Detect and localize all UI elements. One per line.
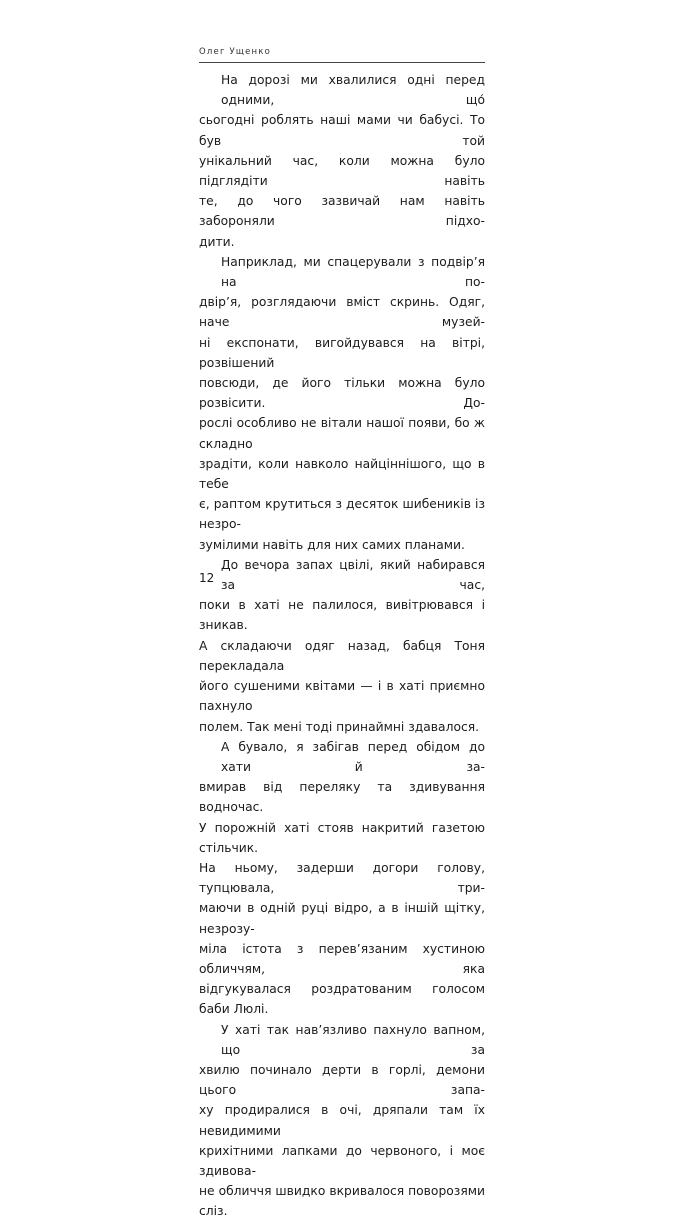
paragraph-line: рослі особливо не вітали нашої появи, бо ж складно [199,416,485,451]
paragraph-line: хвилю починало дерти в горлі, демони цього запа- [199,1062,485,1098]
paragraph-line: сьогодні роблять наші мами чи бабусі. То був той [199,113,485,148]
paragraph-line: У порожній хаті стояв накритий газетою стільчик. [199,820,485,855]
running-head-author: Олег Ущенко [199,47,272,57]
paragraph-line: А складаючи одяг назад, бабця Тоня перекладала [199,638,485,673]
paragraph-line: є, раптом крутиться з десяток шибеників із незро- [199,497,485,532]
paragraph-line: відгукувалася роздратованим голосом баби Люлі. [199,982,485,1017]
paragraph-line: поки в хаті не палилося, вивітрювався і зникав. [199,598,485,633]
paragraph-line: полем. Так мені тоді принаймні здавалося. [199,719,480,734]
paragraph-line: ху продиралися в очі, дряпали там їх невидимими [199,1103,485,1138]
paragraph-line: У хаті так нав’язливо пахнуло вапном, що за [221,1022,485,1057]
paragraph-line: те, до чого зазвичай нам навіть забороняли підхо- [199,194,485,229]
paragraph-line: крихітними лапками до червоного, і моє здивова- [199,1143,485,1178]
paragraph-line: До вечора запах цвілі, який набирався за час, [221,557,485,593]
paragraph-line: двір’я, розглядаючи вміст скринь. Одяг, наче музей- [199,295,485,330]
paragraph-line: маючи в одній руці відро, а в іншій щітку, незрозу- [199,901,485,936]
page-number: 12 [199,571,215,585]
paragraph-line: повсюди, де його тільки можна було розвісити. До- [199,376,485,411]
paragraph-line: зрадіти, коли навколо найціннішого, що в тебе [199,456,485,492]
paragraph-line: не обличчя швидко вкривалося поворозями сліз. [199,1184,485,1219]
paragraph-line: його сушеними квітами — і в хаті приємно пахнуло [199,679,485,714]
header-rule [199,62,485,63]
paragraph-line: А бувало, я забігав перед обідом до хати й за- [221,739,485,774]
paragraph-line: зумілими навіть для них самих планами. [199,537,465,552]
paragraph-line: ні експонати, вигойдувався на вітрі, розвішений [199,335,485,370]
paragraph-line: На ньому, задерши догори голову, тупцювала, три- [199,860,485,896]
paragraph-line: дити. [199,234,235,249]
paragraph-line: вмирав від переляку та здивування водночас. [199,780,485,815]
paragraph-line: Наприклад, ми спацерували з подвір’я на по- [221,254,485,290]
paragraph-line: унікальний час, коли можна було підглядіти навіть [199,153,485,189]
paragraph-line: міла істота з перев’язаним хустиною обличчям, яка [199,941,485,976]
body-text [199,70,485,1222]
paragraph-line: На дорозі ми хвалилися одні перед одними, що́ [221,73,485,108]
